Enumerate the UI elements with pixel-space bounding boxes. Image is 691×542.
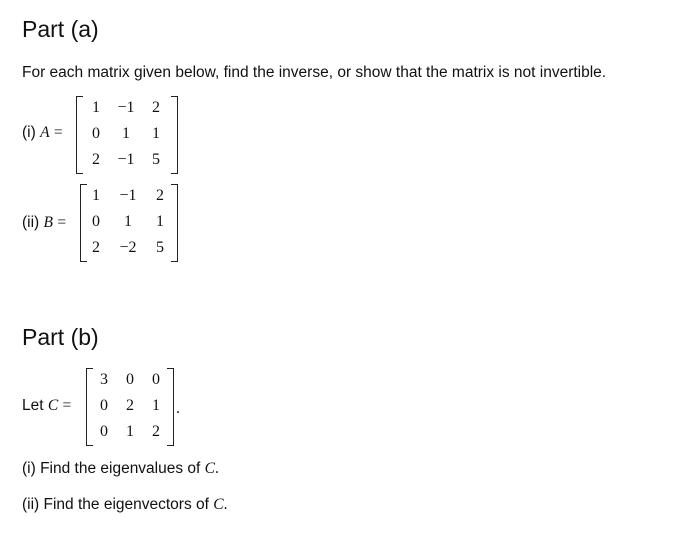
matrix-a-label: (i) A = xyxy=(22,124,63,141)
matrix-b-cell: 1 xyxy=(92,187,100,204)
matrix-c-cell: 0 xyxy=(126,371,134,388)
question-eigenvalues: (i) Find the eigenvalues of C. xyxy=(22,460,219,477)
matrix-a-cell: 5 xyxy=(152,151,160,168)
matrix-b-cell: 2 xyxy=(92,239,100,256)
matrix-c-cell: 1 xyxy=(126,423,134,440)
matrix-c-cell: 0 xyxy=(100,397,108,414)
matrix-c-cell: 3 xyxy=(100,371,108,388)
matrix-a xyxy=(76,96,178,174)
matrix-b-cell: 0 xyxy=(92,213,100,230)
matrix-b-cell: −2 xyxy=(119,239,137,256)
matrix-c-period: . xyxy=(176,400,180,417)
matrix-a-cell: 1 xyxy=(122,125,130,142)
matrix-a-cell: 2 xyxy=(92,151,100,168)
matrix-a-cell: 1 xyxy=(92,99,100,116)
part-a-heading: Part (a) xyxy=(22,16,99,42)
matrix-a-cell: 1 xyxy=(152,125,160,142)
matrix-c-cell: 2 xyxy=(126,397,134,414)
part-b-heading: Part (b) xyxy=(22,324,99,350)
matrix-b-cell: −1 xyxy=(119,187,137,204)
matrix-b-cell: 1 xyxy=(124,213,132,230)
matrix-a-cell: −1 xyxy=(117,151,135,168)
matrix-b-cell: 2 xyxy=(156,187,164,204)
matrix-c-cell: 1 xyxy=(152,397,160,414)
part-a-instructions: For each matrix given below, find the inverse, or show that the matrix is not invertible. xyxy=(22,64,607,81)
matrix-a-cell: 0 xyxy=(92,125,100,142)
matrix-c-cell: 0 xyxy=(152,371,160,388)
matrix-c-cell: 0 xyxy=(100,423,108,440)
matrix-b xyxy=(80,184,178,262)
matrix-c-label: Let C = xyxy=(22,397,72,414)
matrix-a-cell: 2 xyxy=(152,99,160,116)
matrix-b-cell: 1 xyxy=(156,213,164,230)
matrix-c xyxy=(86,368,174,446)
matrix-a-right-bracket xyxy=(171,96,178,174)
matrix-a-cell: −1 xyxy=(117,99,135,116)
matrix-c-cell: 2 xyxy=(152,423,160,440)
question-eigenvectors: (ii) Find the eigenvectors of C. xyxy=(22,496,228,513)
matrix-b-cell: 5 xyxy=(156,239,164,256)
matrix-b-label: (ii) B = xyxy=(22,214,67,231)
